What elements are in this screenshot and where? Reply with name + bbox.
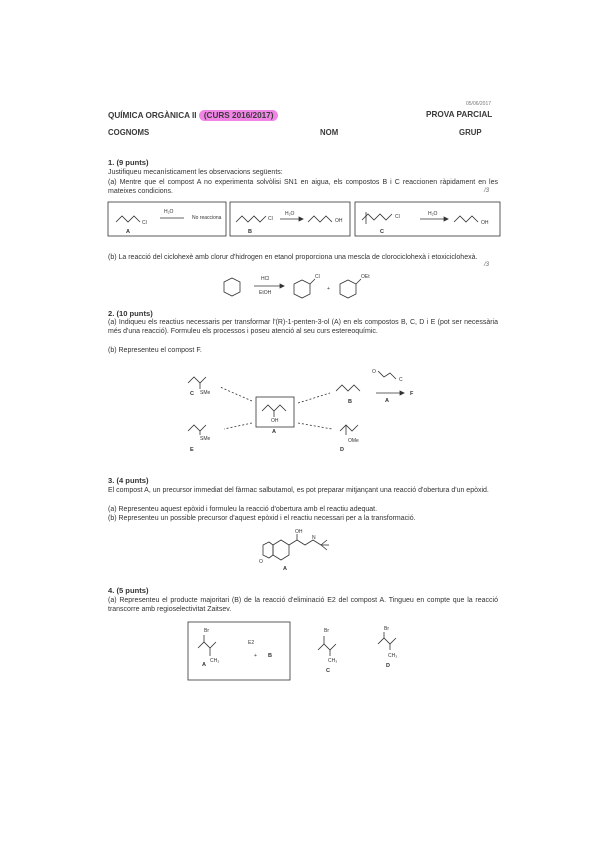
- side-chain: [289, 540, 321, 545]
- course-title: [108, 110, 278, 121]
- compound-A: [262, 405, 286, 411]
- compound-A-label: A: [272, 429, 276, 435]
- q3-scheme: [255, 530, 365, 574]
- chlorocyclohexane: [294, 280, 310, 298]
- q1b-reagent-bottom: EtOH: [259, 290, 272, 296]
- arrowhead-B-F: [400, 391, 404, 395]
- compound-A-br: Br: [204, 628, 209, 634]
- q1a-reagent-A: H₂O: [164, 209, 174, 215]
- compound-oh: OH: [295, 529, 303, 535]
- compound-A-label: A: [126, 229, 130, 235]
- q3-text: El compost A, un precursor immediat del fàrmac salbutamol, es pot preparar mitjançant una reacció d'obertura d'un epòxid.: [108, 487, 489, 494]
- exam-type: PROVA PARCIAL: [426, 110, 493, 119]
- dioxane-ring: [263, 542, 273, 558]
- compound-C-label: C: [190, 391, 194, 397]
- grup-label: GRUP: [459, 128, 482, 137]
- plus-4: +: [254, 653, 257, 659]
- q1a-reagent-C: H₂O: [428, 211, 438, 217]
- course-name: QUÍMICA ORGÀNICA II: [108, 111, 197, 120]
- compound-C-chain: [318, 644, 336, 650]
- q2-scheme: [180, 365, 440, 460]
- compound-F-label: F: [410, 391, 414, 397]
- product-cl: Cl: [315, 274, 320, 280]
- compound-E-label: E: [190, 447, 194, 453]
- product-B-oh: OH: [335, 218, 343, 224]
- product-C-oh: OH: [481, 220, 489, 226]
- q3-part-b: (b) Representeu un possible precursor d'aquest epòxid i el reactiu necessari per a la transformació.: [108, 515, 416, 522]
- product-B-chain: [308, 216, 332, 222]
- compound-A-oh: OH: [271, 418, 279, 424]
- no-reaction-text: No reacciona: [192, 215, 222, 221]
- compound-A-cl: Cl: [142, 220, 147, 226]
- q1-b-score: /3: [484, 262, 490, 268]
- q1-scheme-a: [108, 202, 500, 238]
- q3-part-a: (a) Representeu aquest epòxid i formuleu la reacció d'obertura amb el reactiu adequat.: [108, 506, 378, 513]
- cognoms-label: COGNOMS: [108, 128, 150, 137]
- compound-C-cl: Cl: [395, 214, 400, 220]
- reagent-a-label: A: [385, 398, 389, 404]
- exam-date: 05/06/2017: [466, 101, 492, 107]
- q4-scheme: [188, 622, 418, 682]
- compound-n: N: [312, 535, 316, 541]
- compound-A-ch3: CH₃: [210, 658, 220, 664]
- arrow-A-C: [220, 387, 252, 401]
- compound-C-br: Br: [324, 628, 329, 634]
- reagent-o: O: [372, 369, 376, 375]
- compound-D-ch3: CH₃: [388, 653, 398, 659]
- compound-D-chain: [378, 638, 396, 644]
- compound-B: [336, 385, 360, 391]
- compound-B-label: B: [248, 229, 252, 235]
- arrow-A-B: [298, 393, 330, 403]
- q1-a-score: /3: [484, 188, 490, 194]
- cyclohexene: [224, 278, 240, 296]
- compound-C-label: C: [380, 229, 384, 235]
- q1-scheme-b: [220, 272, 380, 302]
- q1-part-a: (a) Mentre que el compost A no experimenta solvòlisi SN1 en aigua, els compostos B i C reaccionen ràpidament en les mateixes condicions.: [108, 179, 498, 196]
- q1-title: 1. (9 punts): [108, 158, 149, 167]
- q1-part-b: (b) La reacció del ciclohexè amb clorur d'hidrogen en etanol proporciona una mescla de clorociclohexà i etoxiciclohexà.: [108, 254, 478, 261]
- compound-B-cl: Cl: [268, 216, 273, 222]
- q2-part-b: (b) Representeu el compost F.: [108, 347, 202, 354]
- nom-label: NOM: [320, 128, 339, 137]
- plus-1b: +: [327, 286, 330, 292]
- compound-B-chain: [236, 216, 266, 222]
- tbu-2: [321, 545, 327, 550]
- q1b-reagent-top: HCl: [261, 276, 270, 282]
- q1a-reagent-B: H₂O: [285, 211, 295, 217]
- compound-D-ome: OMe: [348, 438, 359, 444]
- q3-title: 3. (4 punts): [108, 476, 149, 485]
- q2-title: 2. (10 punts): [108, 309, 153, 318]
- product-oet: OEt: [361, 274, 370, 280]
- compound-C-chain: [362, 214, 392, 220]
- e2-label: E2: [248, 640, 255, 646]
- compound-B-label: B: [348, 399, 352, 405]
- ring-o: O: [259, 559, 263, 565]
- q4-title: 4. (5 punts): [108, 586, 149, 595]
- compound-A-chain: [198, 642, 216, 648]
- arrowhead-1b: [280, 284, 284, 288]
- compound-D-br: Br: [384, 626, 389, 632]
- product-C-chain: [454, 216, 478, 222]
- compound-C-sme: SMe: [200, 390, 211, 396]
- compound-D-label: D: [386, 663, 390, 669]
- reagent-c: C: [399, 377, 403, 383]
- compound-D: [340, 425, 358, 431]
- arrowhead-B: [299, 217, 303, 221]
- compound-A-label: A: [283, 566, 287, 572]
- compound-D-label: D: [340, 447, 344, 453]
- compound-C-ch3: CH₃: [328, 658, 338, 664]
- q1-intro: Justifiqueu mecanísticament les observacions següents:: [108, 169, 283, 176]
- arrowhead-C: [444, 217, 448, 221]
- compound-E: [188, 425, 206, 431]
- compound-E-sme: SMe: [200, 436, 211, 442]
- benzene-ring: [273, 540, 289, 560]
- ethoxycyclohexane: [340, 280, 356, 298]
- tbu-1: [321, 540, 327, 545]
- q2-part-a: (a) Indiqueu els reactius necessaris per transformar l'(R)-1-penten-3-ol (A) en els compostos B, C, D i E (pot ser necessària més d'una reacció). Formuleu els processos i poseu atenció al seu curs estereoquímic.: [108, 319, 498, 336]
- compound-C-label: C: [326, 668, 330, 674]
- arrow-A-E: [224, 423, 252, 429]
- q4-text: (a) Representeu el producte majoritari (B) de la reacció d'eliminació E2 del compost A. Tingueu en compte que la reacció transcorre amb regioselectivitat Zaitsev.: [108, 597, 498, 614]
- compound-A-label: A: [202, 662, 206, 668]
- arrow-A-D: [298, 423, 332, 429]
- product-B-label: B: [268, 653, 272, 659]
- compound-C: [188, 377, 206, 383]
- course-year-badge: (CURS 2016/2017): [199, 110, 279, 121]
- compound-A-chain: [116, 216, 140, 222]
- reagent-chain: [378, 371, 396, 379]
